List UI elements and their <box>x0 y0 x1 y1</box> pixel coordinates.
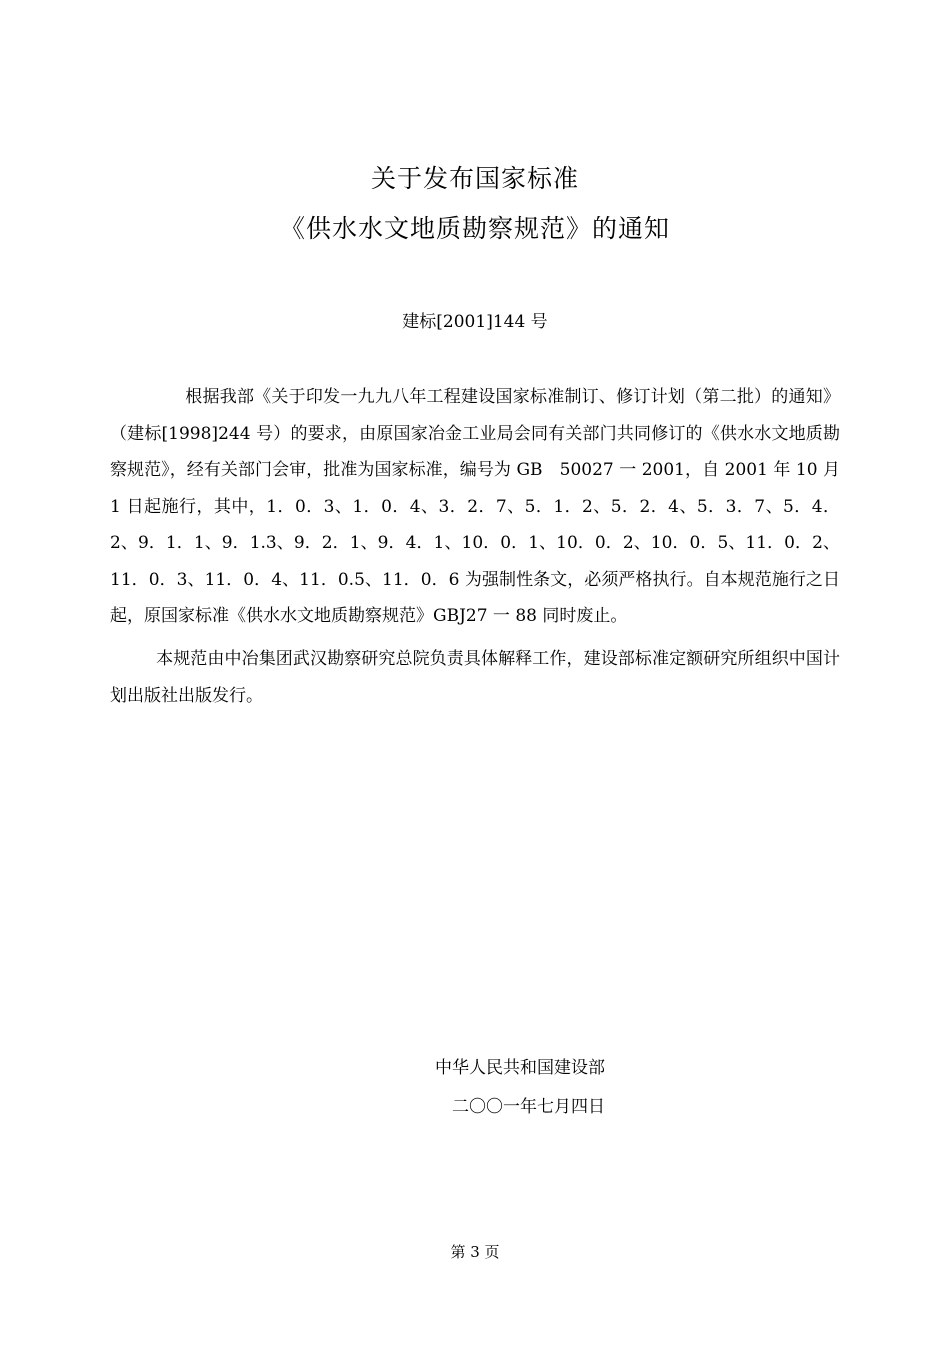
issue-date: 二〇〇一年七月四日 <box>452 1097 605 1117</box>
body-paragraph-2 <box>110 641 840 714</box>
document-title-line-2: 《供水水文地质勘察规范》的通知 <box>279 214 670 243</box>
page-number: 第 3 页 <box>450 1243 500 1261</box>
document-number: 建标[2001]144 号 <box>402 312 548 332</box>
paragraph-text: 本规范由中冶集团武汉勘察研究总院负责具体解释工作，建设部标准定额研究所组织中国计划出版社出版发行。 <box>110 649 840 706</box>
document-title-line-1: 关于发布国家标准 <box>370 164 579 193</box>
body-paragraph-1 <box>110 379 840 635</box>
paragraph-text: 根据我部《关于印发一九九八年工程建设国家标准制订、修订计划（第二批）的通知》（建标[1998]244 号）的要求，由原国家冶金工业局会同有关部门共同修订的《供水水文地质勘察规范》，经有关部门会审，批准为国家标准，编号为 GB 50027 一 2001，自 2001 年 10 月 1 日起施行，其中，1．0．3、1．0．4、3．2．7、5．1．2、5．2．4、5．3．7、5．4．2、9．1．1、9．1.3、9．2．1、9．4．1、10．0．1、10．0．2、10．0．5、11．0．2、11．0．3、11．0．4、11．0.5、11．0．6 为强制性条文，必须严格执行。自本规范施行之日起，原国家标准《供水水文地质勘察规范》GBJ27 一 88 同时废止。 <box>110 387 840 626</box>
issuing-authority: 中华人民共和国建设部 <box>435 1058 605 1078</box>
